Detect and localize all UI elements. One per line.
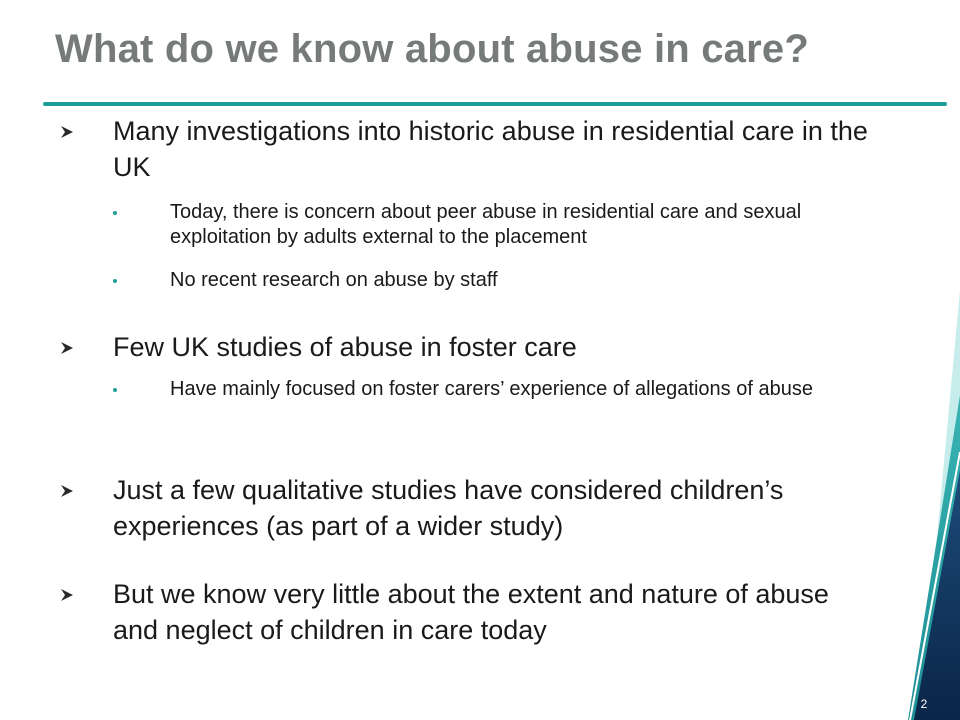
sub-bullet-text: No recent research on abuse by staff — [170, 269, 498, 291]
slide-title: What do we know about abuse in care? — [55, 27, 809, 71]
page-number: 2 — [920, 697, 928, 711]
bullet-text: Many investigations into historic abuse in residential care in the UK — [113, 116, 868, 182]
sub-bullet-text: Today, there is concern about peer abuse in residential care and sexual exploitation by adults external to the placement — [170, 201, 802, 248]
bullet-text: Just a few qualitative studies have considered children’s experiences (as part of a wider study) — [113, 475, 784, 541]
sub-bullet-text: Have mainly focused on foster carers’ experience of allegations of abuse — [170, 378, 813, 400]
bullet-text: Few UK studies of abuse in foster care — [113, 332, 577, 362]
bullet-text: But we know very little about the extent and nature of abuse and neglect of children in care today — [113, 579, 829, 645]
